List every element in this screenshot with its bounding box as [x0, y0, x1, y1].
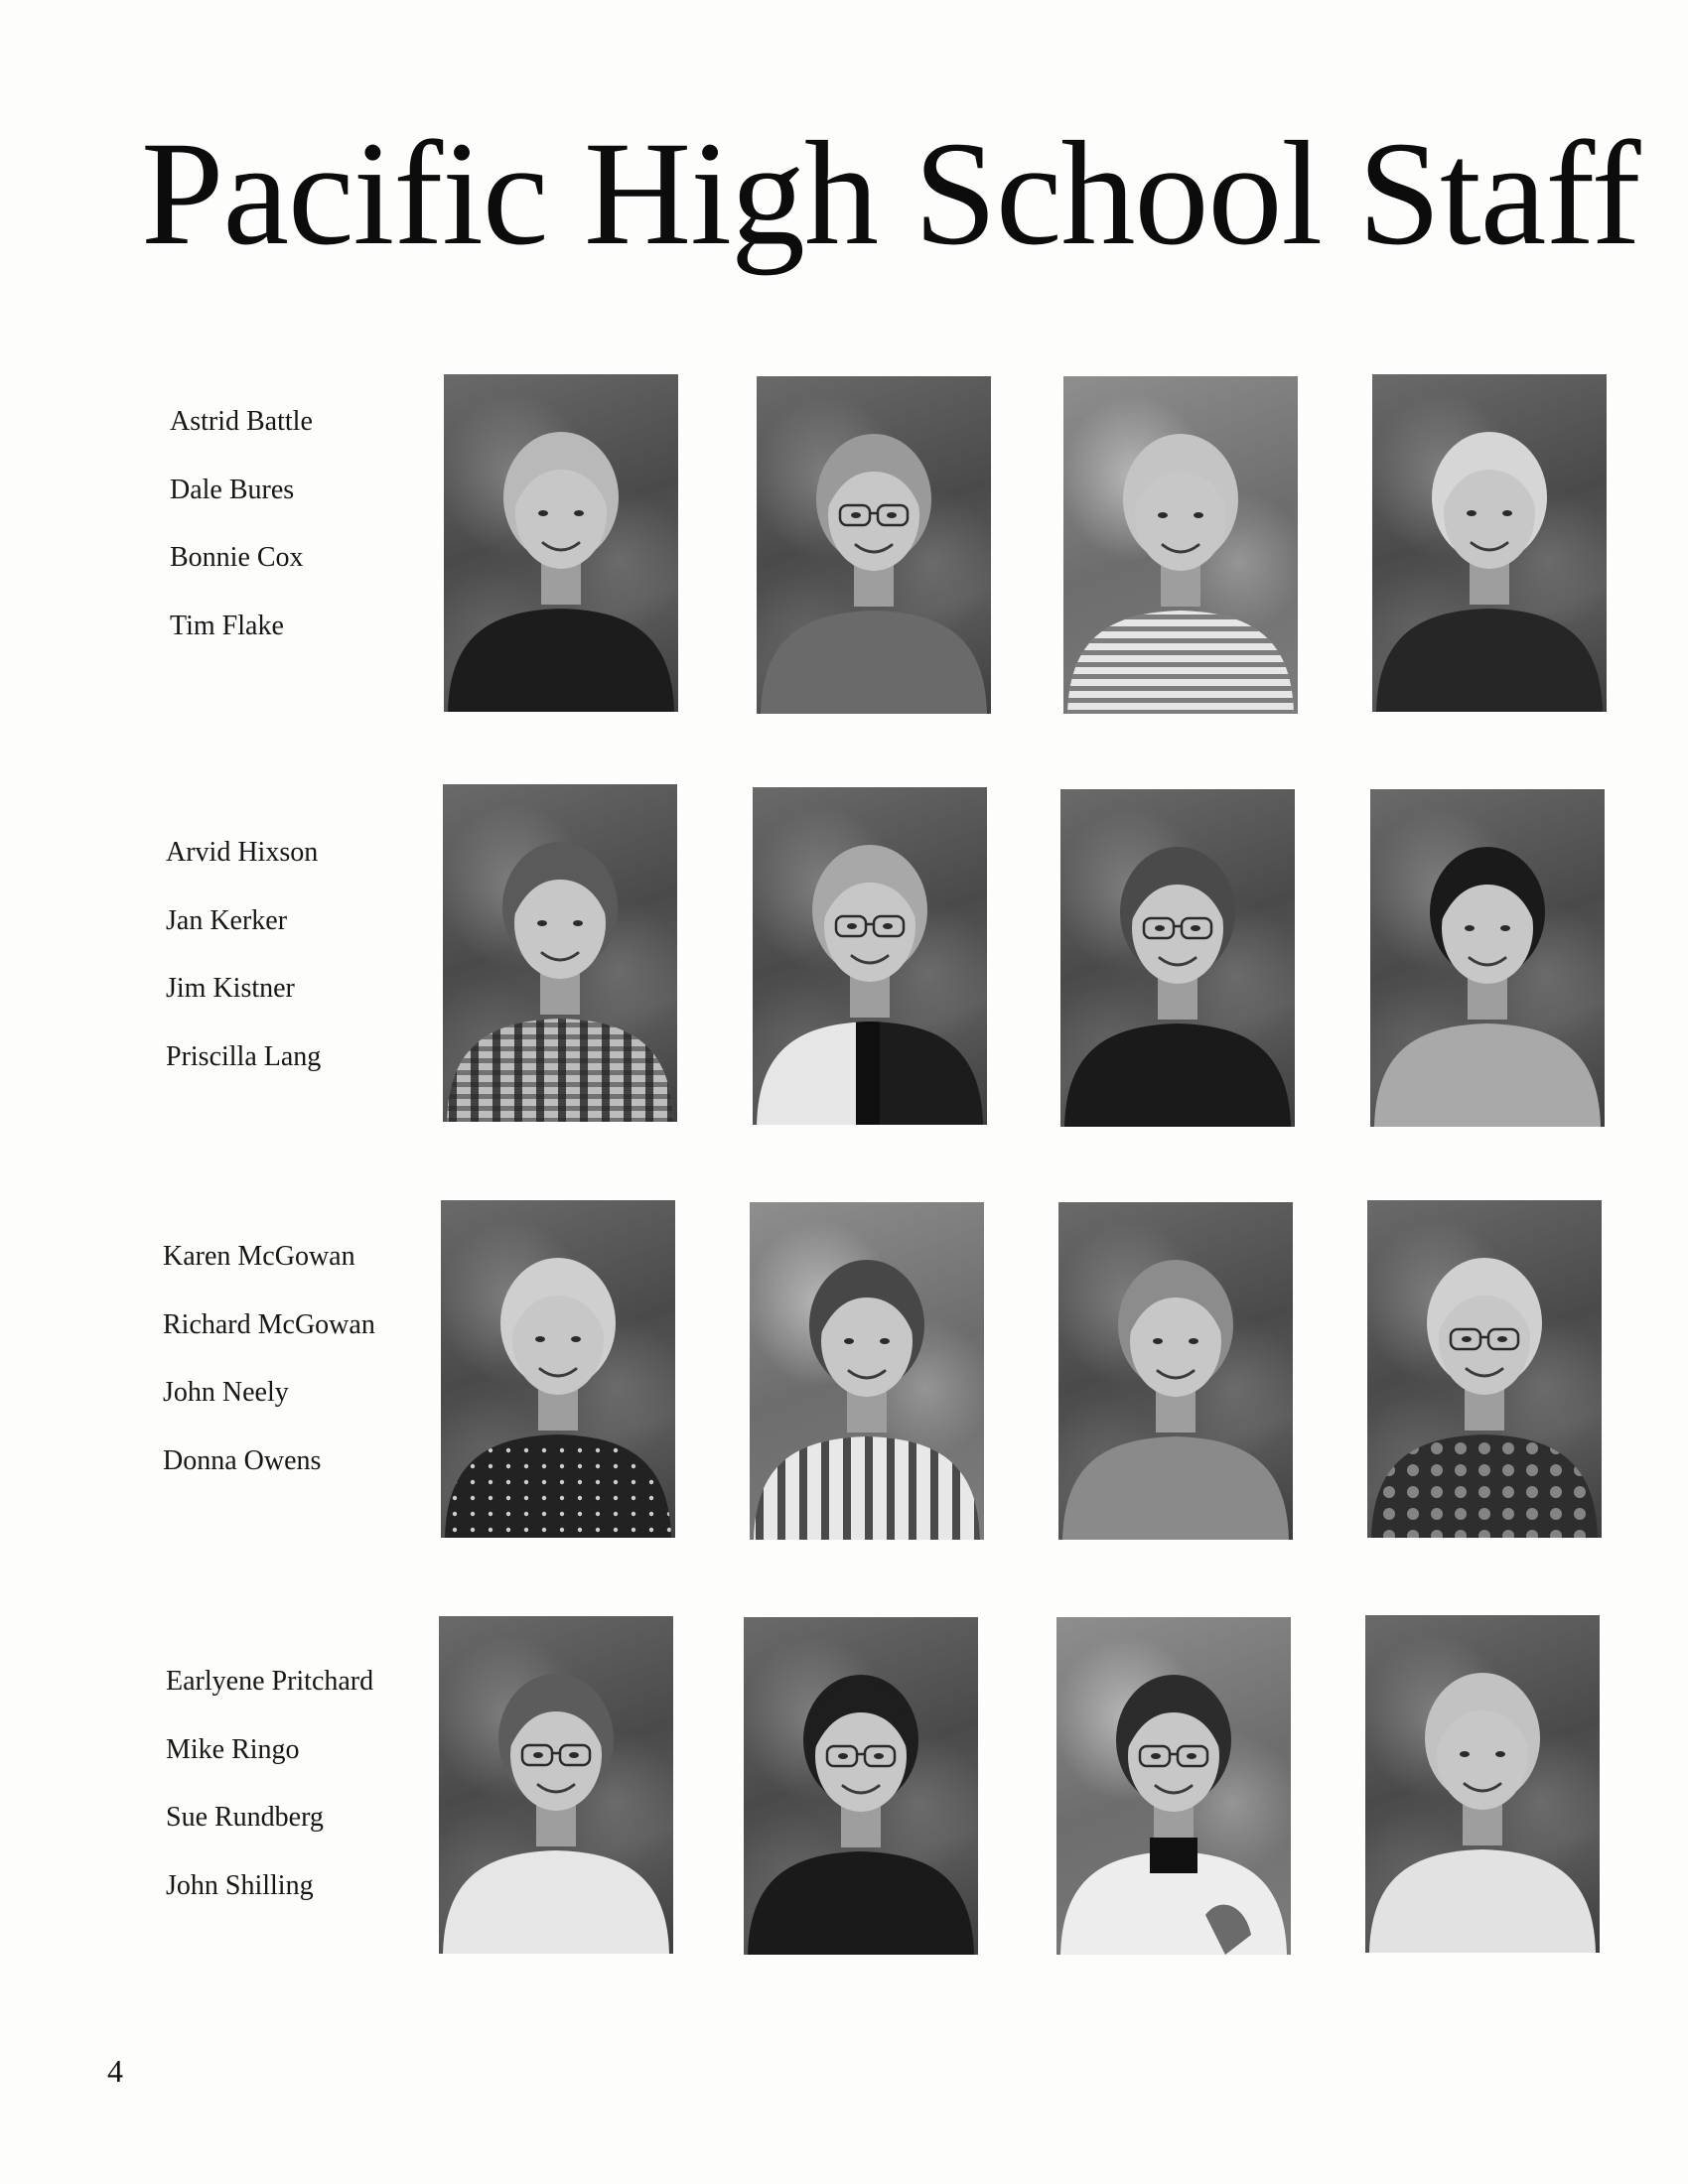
- staff-name: John Shilling: [166, 1869, 314, 1901]
- staff-portrait-photo: [441, 1200, 675, 1538]
- portrait-figure: [757, 376, 991, 714]
- staff-portrait-photo: [1372, 374, 1607, 712]
- staff-row-4: [0, 1615, 1688, 1958]
- staff-row-1: [0, 372, 1688, 715]
- staff-portrait-photo: [1365, 1615, 1600, 1953]
- staff-name: Mike Ringo: [166, 1733, 300, 1765]
- staff-name: Arvid Hixson: [166, 837, 319, 868]
- staff-portrait-photo: [744, 1617, 978, 1955]
- staff-portrait-photo: [1060, 789, 1295, 1127]
- staff-name-list: [163, 1243, 375, 1515]
- portrait-figure: [1365, 1615, 1600, 1953]
- staff-portrait-photo: [753, 787, 987, 1125]
- staff-name: Earlyene Pritchard: [166, 1666, 374, 1697]
- portrait-figure: [1370, 789, 1605, 1127]
- staff-name: Bonnie Cox: [170, 542, 304, 573]
- portrait-figure: [439, 1616, 673, 1954]
- staff-portrait-photo: [443, 784, 677, 1122]
- portrait-figure: [441, 1200, 675, 1538]
- portrait-figure: [1060, 789, 1295, 1127]
- staff-portrait-photo: [1058, 1202, 1293, 1540]
- portrait-figure: [1058, 1202, 1293, 1540]
- staff-portrait-photo: [1367, 1200, 1602, 1538]
- staff-name: Jim Kistner: [166, 973, 295, 1004]
- staff-portrait-photo: [750, 1202, 984, 1540]
- portrait-figure: [753, 787, 987, 1125]
- portrait-figure: [744, 1617, 978, 1955]
- staff-portrait-photo: [1370, 789, 1605, 1127]
- staff-name: Astrid Battle: [170, 406, 313, 437]
- staff-row-2: [0, 784, 1688, 1127]
- staff-name: Donna Owens: [163, 1444, 322, 1476]
- staff-portrait-photo: [444, 374, 678, 712]
- staff-name: Jan Kerker: [166, 904, 288, 936]
- staff-name-list: [166, 839, 321, 1111]
- portrait-figure: [1056, 1617, 1291, 1955]
- page-number: 4: [107, 2053, 123, 2089]
- staff-name-list: [166, 1668, 373, 1940]
- staff-name: Karen McGowan: [163, 1241, 355, 1272]
- page-title: Pacific High School Staff: [141, 111, 1640, 276]
- portrait-figure: [443, 784, 677, 1122]
- portrait-figure: [1372, 374, 1607, 712]
- staff-name: Tim Flake: [170, 610, 284, 641]
- staff-name: Sue Rundberg: [166, 1802, 324, 1833]
- staff-portrait-photo: [1063, 376, 1298, 714]
- staff-name: Dale Bures: [170, 474, 295, 505]
- staff-name-list: [170, 408, 313, 680]
- portrait-figure: [750, 1202, 984, 1540]
- portrait-figure: [1063, 376, 1298, 714]
- staff-name: John Neely: [163, 1377, 289, 1408]
- staff-name: Richard McGowan: [163, 1308, 375, 1340]
- staff-portrait-photo: [1056, 1617, 1291, 1955]
- portrait-figure: [444, 374, 678, 712]
- portrait-figure: [1367, 1200, 1602, 1538]
- staff-portrait-photo: [439, 1616, 673, 1954]
- staff-portrait-photo: [757, 376, 991, 714]
- staff-row-3: [0, 1200, 1688, 1543]
- staff-name: Priscilla Lang: [166, 1040, 322, 1072]
